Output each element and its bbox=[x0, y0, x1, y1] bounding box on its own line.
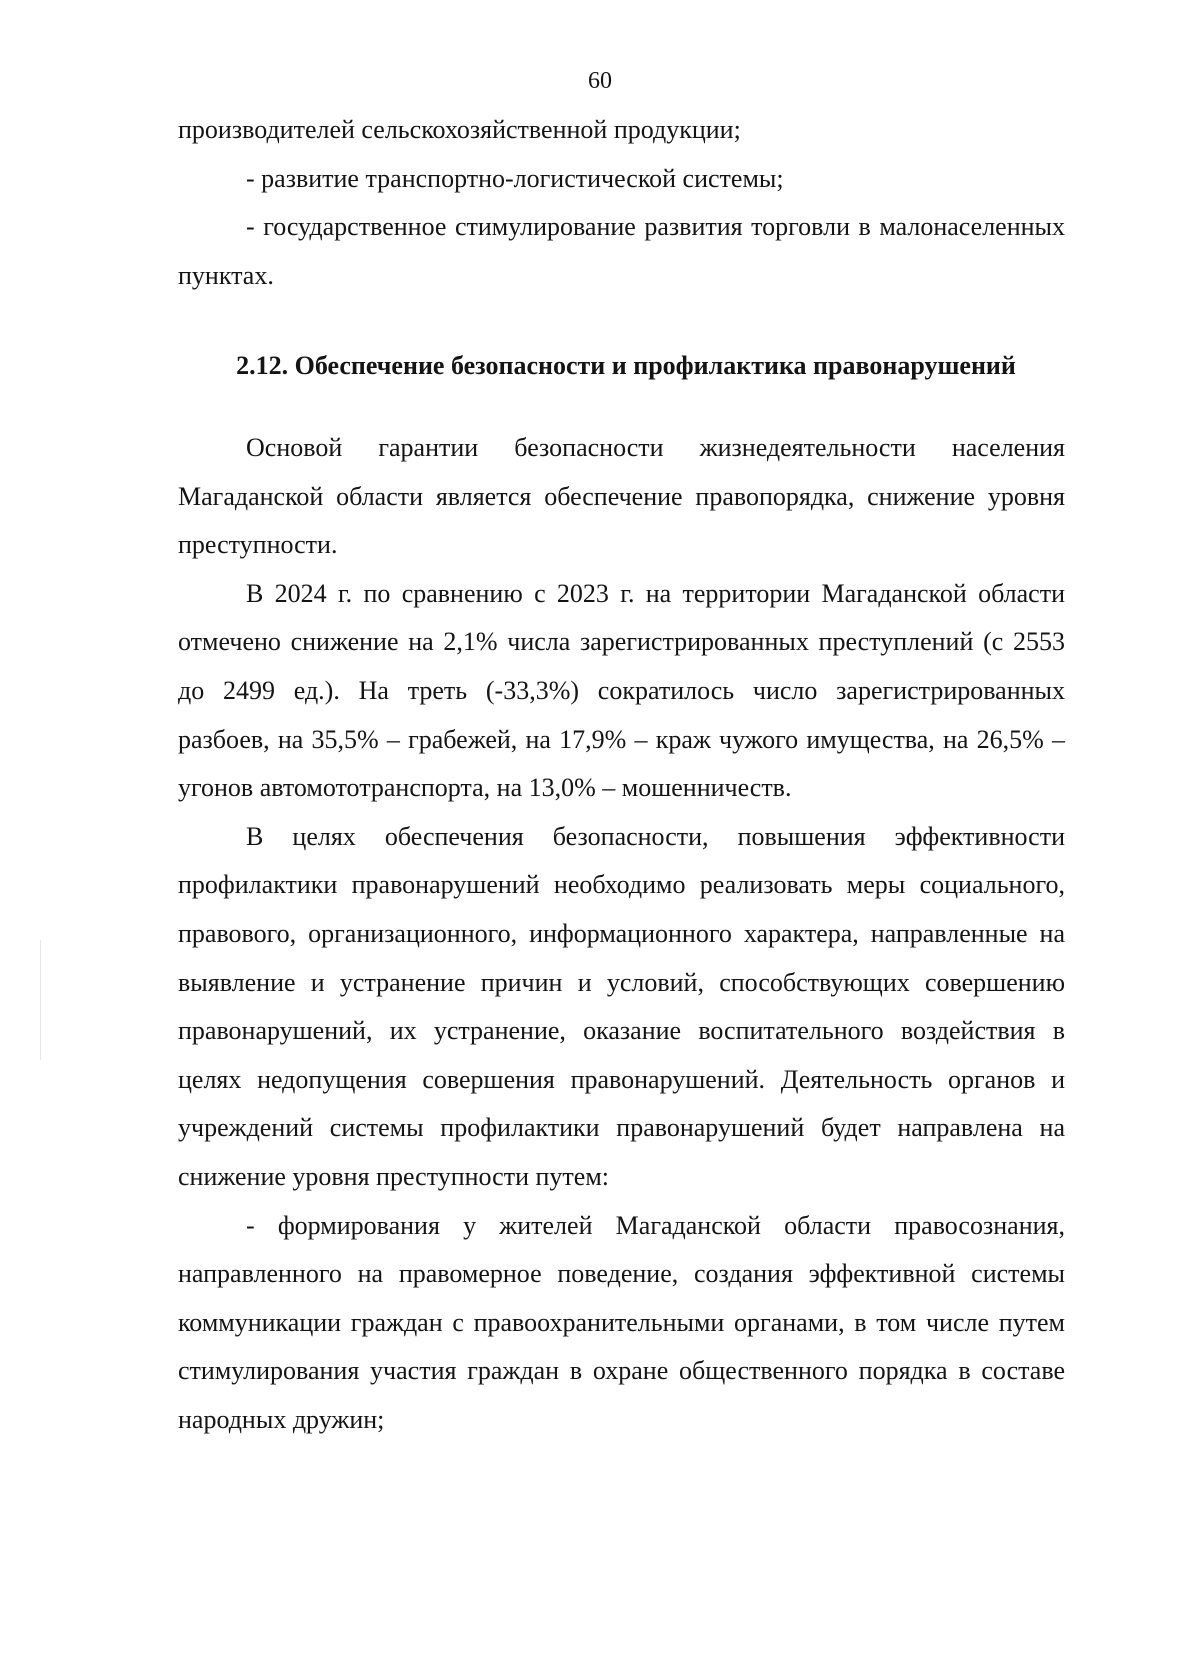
scan-artifact bbox=[40, 940, 41, 1060]
body-paragraph: - формирования у жителей Магаданской области правосознания, направленного на правомерное поведение, создания эффективной системы коммуникации граждан с правоохранительными органами, в том числе путем стимулирования участия граждан в охране общественного порядка в составе народных дружин; bbox=[178, 1210, 1065, 1434]
list-item: - развитие транспортно-логистической системы; bbox=[246, 163, 784, 193]
section-body bbox=[178, 424, 1065, 1444]
body-paragraph: В 2024 г. по сравнению с 2023 г. на территории Магаданской области отмечено снижение на 2,1% числа зарегистрированных преступлений (с 2553 до 2499 ед.). На треть (-33,3%) сократилось число зарегистрированных разбоев, на 35,5% – грабежей, на 17,9% – краж чужого имущества, на 26,5% – угонов автомототранспорта, на 13,0% – мошенничеств. bbox=[178, 578, 1065, 803]
body-paragraph: В целях обеспечения безопасности, повышения эффективности профилактики правонарушений необходимо реализовать меры социального, правового, организационного, информационного характера, направленные на выявление и устранение причин и условий, способствующих совершению правонарушений, их устранение, оказание воспитательного воздействия в целях недопущения совершения правонарушений. Деятельность органов и учреждений системы профилактики правонарушений будет направлена на снижение уровня преступности путем: bbox=[178, 821, 1065, 1191]
page-number: 60 bbox=[588, 68, 612, 94]
section-heading: 2.12. Обеспечение безопасности и профилактика правонарушений bbox=[236, 351, 1016, 380]
continuation-line: производителей сельскохозяйственной продукции; bbox=[178, 115, 741, 144]
body-paragraph: Основой гарантии безопасности жизнедеятельности населения Магаданской области является обеспечение правопорядка, снижение уровня преступности. bbox=[178, 433, 1065, 560]
intro-block bbox=[178, 106, 1065, 300]
list-item: - государственное стимулирование развития торговли в малонаселенных пунктах. bbox=[178, 212, 1065, 290]
